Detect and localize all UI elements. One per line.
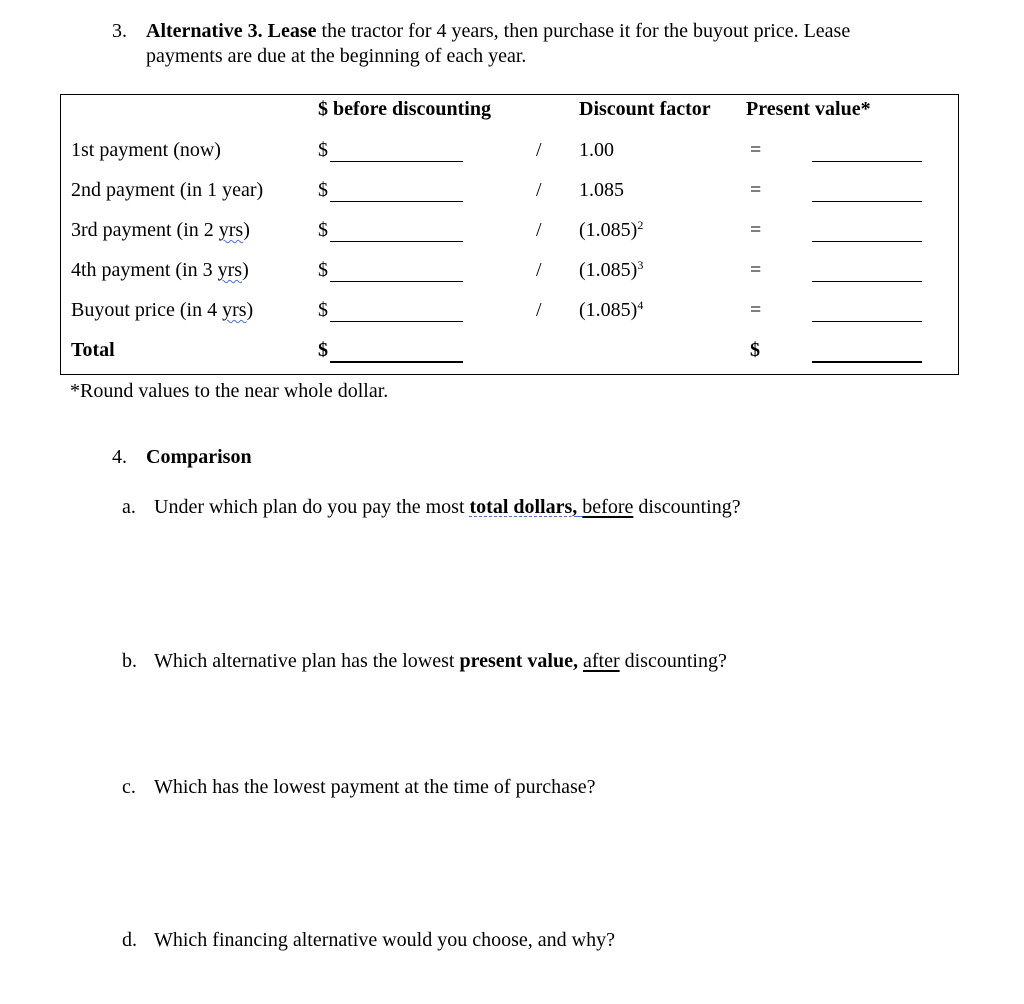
equals-sign: = [750, 259, 762, 281]
comparison-title: Comparison [146, 446, 252, 468]
row-label-close: ) [246, 299, 254, 321]
question-number: 3. [112, 20, 127, 42]
present-value-blank[interactable] [812, 201, 922, 202]
total-label: Total [71, 339, 115, 361]
present-value-blank[interactable] [812, 241, 922, 242]
emphasis-before: before [582, 496, 634, 518]
spellcheck-word: yrs [218, 219, 244, 241]
subquestion-text: Under which plan do you pay the most [154, 496, 470, 518]
spellcheck-word: yrs [222, 299, 247, 321]
discount-factor [579, 179, 624, 202]
row-label-text: 2nd payment (in 1 year) [71, 179, 264, 201]
dollar-sign: $ [318, 299, 328, 321]
divide-slash: / [536, 139, 542, 161]
row-label-1st-payment [71, 139, 221, 162]
equals-sign: = [750, 139, 762, 161]
question-text-line2: payments are due at the beginning of each year. [146, 45, 527, 67]
present-value-blank[interactable] [812, 161, 922, 162]
row-label-close: ) [243, 219, 250, 241]
row-label-text: 1st payment (now) [71, 139, 221, 161]
row-label-3rd-payment [71, 219, 250, 242]
question-number: 4. [112, 446, 127, 468]
alternative-title: Alternative 3. [146, 20, 263, 42]
factor-base: (1.085) [579, 259, 638, 281]
equals-sign: = [750, 299, 762, 321]
subquestion-a [154, 496, 741, 519]
divide-slash: / [536, 299, 542, 321]
before-discount-blank[interactable] [330, 241, 463, 242]
dollar-sign: $ [318, 219, 328, 241]
dollar-sign: $ [318, 179, 328, 201]
factor-base: 1.00 [579, 139, 614, 161]
row-label-text: 3rd payment (in 2 [71, 219, 219, 241]
before-discount-blank[interactable] [330, 161, 463, 162]
total-before-discount-blank[interactable] [330, 361, 463, 363]
question-text-line1 [146, 20, 850, 43]
emphasis-present-value: present value, [459, 650, 578, 672]
discount-factor [579, 259, 643, 282]
dollar-sign: $ [318, 139, 328, 161]
factor-base: 1.085 [579, 179, 624, 201]
present-value-blank[interactable] [812, 281, 922, 282]
discount-factor [579, 299, 643, 322]
factor-exponent: 2 [637, 218, 644, 232]
lease-word: Lease [267, 20, 317, 42]
subquestion-c: Which has the lowest payment at the time of purchase? [154, 776, 596, 798]
factor-exponent: 4 [637, 298, 644, 312]
total-pv-dollar-sign: $ [750, 339, 760, 361]
subquestion-letter-b: b. [122, 650, 137, 672]
factor-exponent: 3 [637, 258, 644, 272]
question-text-rest: the tractor for 4 years, then purchase it for the buyout price. Lease [321, 20, 851, 42]
rounding-note: *Round values to the near whole dollar. [70, 380, 389, 402]
before-discount-blank[interactable] [330, 281, 463, 282]
row-label-text: Buyout price (in 4 [71, 299, 223, 321]
factor-base: (1.085) [579, 219, 638, 241]
subquestion-text-end: discounting? [633, 496, 741, 518]
subquestion-d: Which financing alternative would you choose, and why? [154, 929, 615, 951]
factor-base: (1.085) [579, 299, 638, 321]
emphasis-after: after [582, 650, 620, 672]
row-label-text: 4th payment (in 3 [71, 259, 218, 281]
subquestion-text-end: discounting? [619, 650, 727, 672]
header-before-discounting: $ before discounting [318, 98, 491, 120]
equals-sign: = [750, 179, 762, 201]
total-dollar-sign: $ [318, 339, 328, 361]
spellcheck-word: yrs [217, 259, 243, 281]
header-present-value: Present value* [746, 98, 871, 120]
total-present-value-blank[interactable] [812, 361, 922, 363]
dollar-sign: $ [318, 259, 328, 281]
divide-slash: / [536, 219, 542, 241]
subquestion-b [154, 650, 727, 673]
row-label-close: ) [242, 259, 249, 281]
emphasis-total-dollars: total dollars, [469, 496, 578, 518]
discount-factor [579, 139, 614, 162]
equals-sign: = [750, 219, 762, 241]
before-discount-blank[interactable] [330, 201, 463, 202]
subquestion-letter-c: c. [122, 776, 136, 798]
subquestion-letter-d: d. [122, 929, 137, 951]
subquestion-text: Which alternative plan has the lowest [154, 650, 460, 672]
subquestion-letter-a: a. [122, 496, 136, 518]
discount-factor [579, 219, 643, 242]
divide-slash: / [536, 259, 542, 281]
row-label-2nd-payment [71, 179, 263, 202]
row-label-4th-payment [71, 259, 249, 282]
row-label-buyout-price [71, 299, 253, 322]
divide-slash: / [536, 179, 542, 201]
header-discount-factor: Discount factor [579, 98, 711, 120]
present-value-blank[interactable] [812, 321, 922, 322]
before-discount-blank[interactable] [330, 321, 463, 322]
